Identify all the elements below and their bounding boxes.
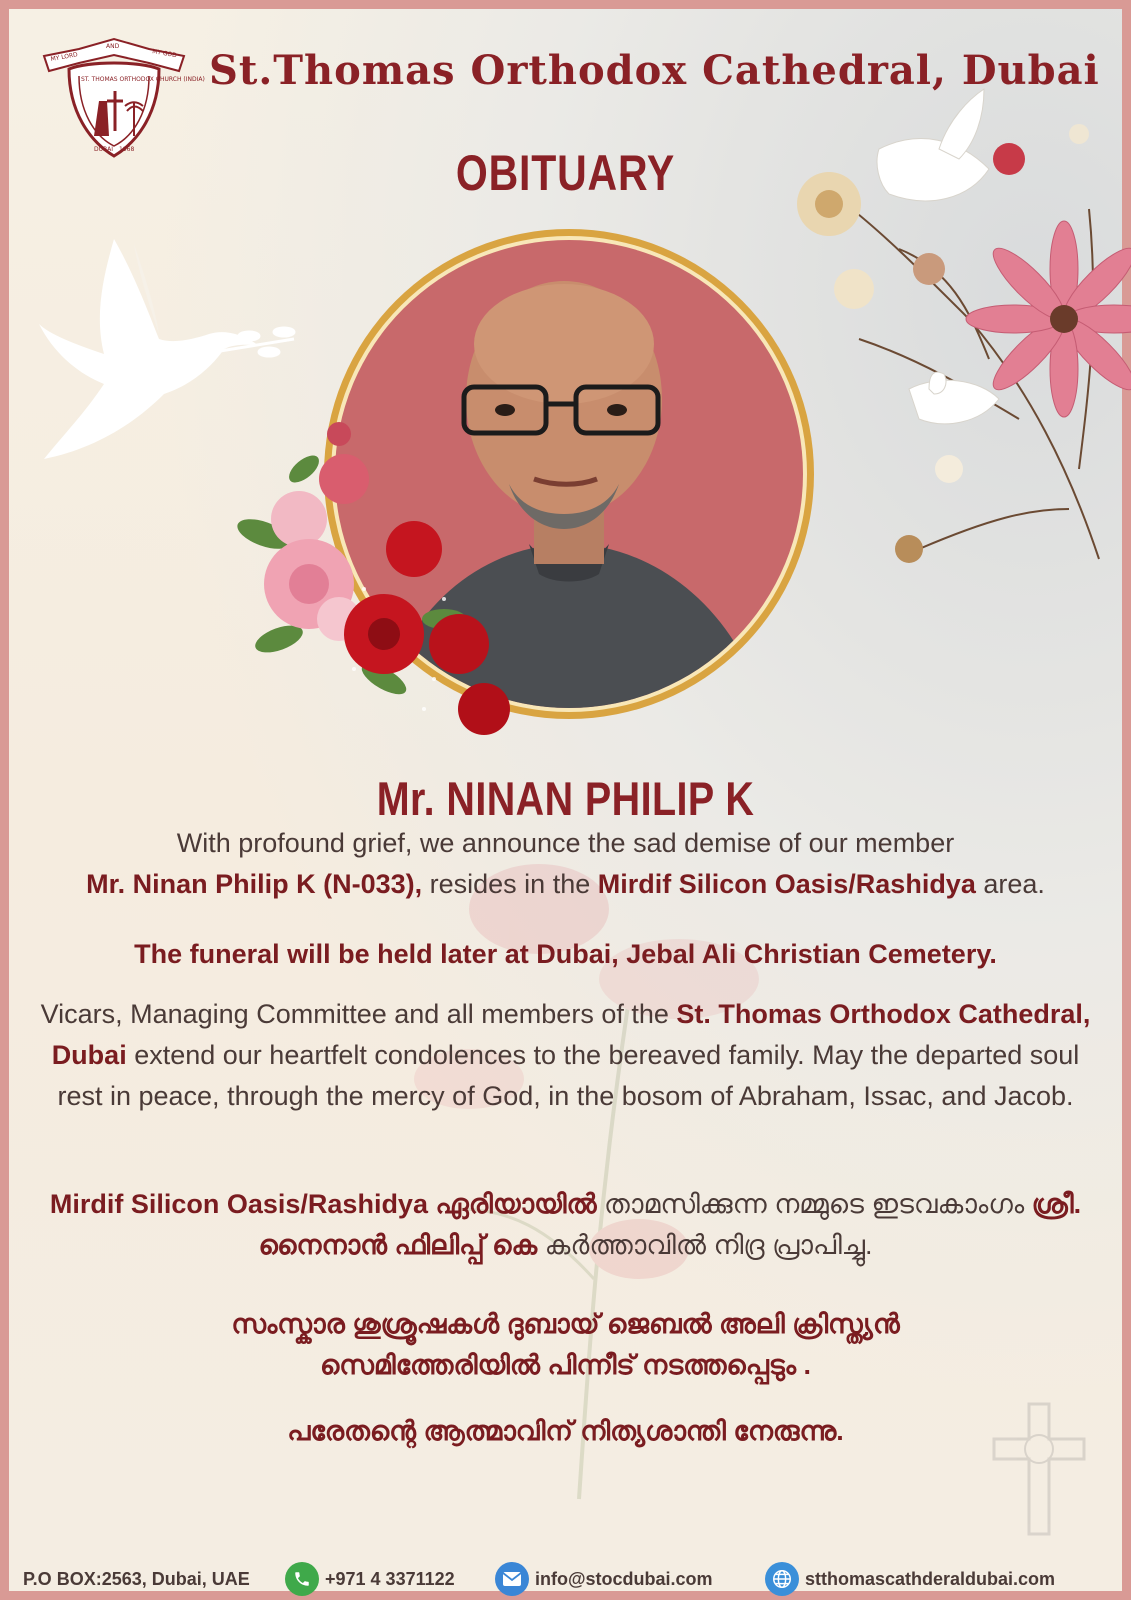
text-span: കർത്താവിൽ നിദ്ര പ്രാപിച്ചു. [537,1230,873,1260]
email-icon [495,1562,529,1596]
malayalam-name: ശ്രീ. നൈനാൻ ഫിലിപ്പ് കെ [258,1189,1082,1260]
email-address: info@stocdubai.com [535,1568,713,1589]
announcement-paragraph [29,823,1102,905]
svg-text:DUBAI: DUBAI [94,146,114,153]
website-url: stthomascathderaldubai.com [805,1568,1056,1589]
announcement-line: With profound grief, we announce the sad demise of our member [176,828,955,858]
malayalam-area: Mirdif Silicon Oasis/Rashidya ഏരിയായിൽ [49,1189,597,1219]
church-name: St. Thomas Orthodox Cathedral, Dubai [51,999,1091,1070]
svg-text:ST. THOMAS ORTHODOX CHURCH (IN: ST. THOMAS ORTHODOX CHURCH (INDIA) [81,76,205,83]
text-span: resides in the [422,869,598,899]
email-contact[interactable] [495,1561,713,1597]
phone-number: +971 4 3371122 [325,1568,455,1589]
globe-icon [765,1562,799,1596]
text-span: താമസിക്കുന്ന നമ്മുടെ ഇടവകാംഗം [596,1189,1032,1219]
malayalam-announcement [29,1184,1102,1266]
phone-icon [285,1562,319,1596]
obituary-heading: OBITUARY [455,145,676,201]
rose-bouquet [234,409,524,739]
malayalam-funeral-line: സംസ്കാര ശുശ്രൂഷകൾ ദുബായ് ജെബൽ അലി ക്രിസ്ത്യൻ [231,1309,900,1339]
church-title: St.Thomas Orthodox Cathedral, Dubai [209,47,1100,94]
area-name: Mirdif Silicon Oasis/Rashidya [597,869,976,899]
website-link[interactable] [765,1561,1055,1597]
deceased-name: Mr. NINAN PHILIP K [376,772,755,825]
svg-text:MY LORD: MY LORD [50,51,79,63]
member-name-id: Mr. Ninan Philip K (N-033), [86,869,423,899]
svg-text:MY GOD: MY GOD [151,48,178,60]
po-box: P.O BOX:2563, Dubai, UAE [23,1568,250,1589]
malayalam-rest-in-peace: പരേതന്റെ ആത്മാവിന് നിത്യശാന്തി നേരുന്നു. [287,1416,844,1446]
text-span: extend our heartfelt condolences to the bereaved family. May the departed soul rest in peace, through the mercy of God, in the bosom of Abraham, Issac, and Jacob. [57,1040,1080,1111]
funeral-info: The funeral will be held later at Dubai, Jebal Ali Christian Cemetery. [134,939,997,969]
phone-contact[interactable] [285,1561,455,1597]
text-span: area. [975,869,1045,899]
malayalam-funeral-info [29,1304,1102,1386]
malayalam-funeral-line: സെമിത്തേരിയിൽ പിന്നീട് നടത്തപ്പെടും . [319,1350,812,1380]
svg-text:1968: 1968 [119,146,135,153]
text-span: Vicars, Managing Committee and all members of the [40,999,677,1029]
condolence-paragraph [29,994,1102,1117]
church-logo [39,31,205,161]
svg-text:AND: AND [106,43,120,50]
footer [23,1561,1113,1597]
